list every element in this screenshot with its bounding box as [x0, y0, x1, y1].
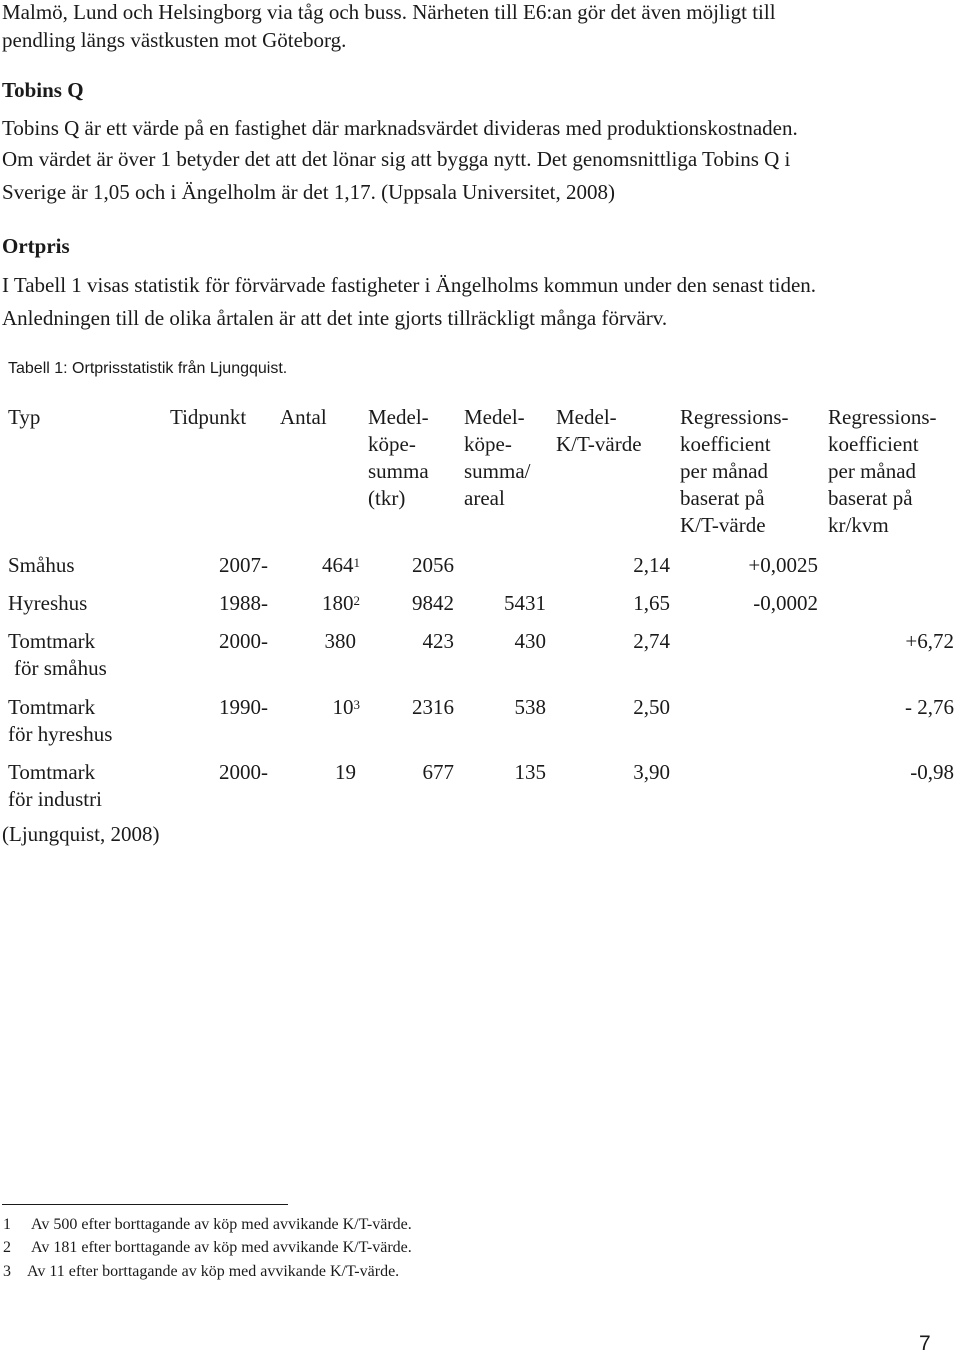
- cell-regr-kt: +0,0025: [748, 553, 818, 577]
- cell-medel-kopesumma: 2316: [412, 695, 454, 719]
- footnote-ref: 1: [353, 555, 360, 570]
- footnote-number: 1: [3, 1216, 11, 1233]
- cell-medel-kopesumma-areal: 538: [514, 695, 546, 719]
- header-medel-kopesumma: Medel- köpe- summa (tkr): [368, 405, 429, 510]
- cell-typ: Småhus: [8, 553, 75, 577]
- footnote-ref: 2: [353, 593, 360, 608]
- cell-medel-kt: 3,90: [633, 760, 670, 784]
- header-medel-kt: Medel- K/T-värde: [556, 405, 642, 456]
- cell-regr-kvm: +6,72: [905, 629, 954, 653]
- cell-typ: Tomtmark: [8, 629, 96, 653]
- cell-antal: 380: [324, 629, 356, 653]
- cell-regr-kvm: -0,98: [910, 760, 954, 784]
- cell-medel-kopesumma: 677: [422, 760, 454, 784]
- cell-typ-sub: för hyreshus: [8, 722, 113, 746]
- intro-line-2: pendling längs västkusten mot Göteborg.: [2, 28, 347, 52]
- cell-antal: $464^1$: [322, 553, 360, 577]
- tobins-line-2: Om värdet är över 1 betyder det att det lönar sig att bygga nytt. Det genomsnittliga Tobins Q i: [2, 147, 791, 171]
- cell-medel-kopesumma-areal: 5431: [504, 591, 546, 615]
- cell-typ: Hyreshus: [8, 591, 88, 615]
- cell-medel-kt: 2,74: [633, 629, 670, 653]
- cell-medel-kopesumma: 2056: [412, 553, 454, 577]
- cell-antal: 19: [335, 760, 356, 784]
- cell-antal: $10^3$: [332, 695, 360, 719]
- header-regr-kvm: Regressions- koefficient per månad baserat på kr/kvm: [828, 405, 937, 537]
- header-typ: Typ: [8, 405, 41, 429]
- cell-typ-sub: för småhus: [14, 656, 107, 680]
- cell-typ-sub: för industri: [8, 787, 102, 811]
- cell-antal: $180^2$: [322, 591, 360, 615]
- header-regr-kt: Regressions- koefficient per månad baserat på K/T-värde: [680, 405, 789, 537]
- cell-medel-kopesumma-areal: 135: [514, 760, 546, 784]
- cell-tidpunkt: 1988-: [219, 591, 268, 615]
- cell-medel-kt: 1,65: [633, 591, 670, 615]
- cell-typ: Tomtmark: [8, 760, 96, 784]
- tobins-line-1: Tobins Q är ett värde på en fastighet där marknadsvärdet divideras med produktionskostnaden.: [2, 116, 798, 140]
- ortpris-line-1: I Tabell 1 visas statistik för förvärvade fastigheter i Ängelholms kommun under den senast tiden.: [2, 273, 817, 297]
- table-source: (Ljungquist, 2008): [2, 822, 160, 846]
- cell-tidpunkt: 2000-: [219, 760, 268, 784]
- table-caption: Tabell 1: Ortprisstatistik från Ljungquist.: [8, 360, 288, 377]
- page-number: 7: [919, 1332, 931, 1355]
- cell-medel-kopesumma: 423: [422, 629, 454, 653]
- footnote-ref: 3: [353, 697, 360, 712]
- ortpris-line-2: Anledningen till de olika årtalen är att det inte gjorts tillräckligt många förvärv.: [2, 306, 668, 330]
- footnote-text: Av 11 efter borttagande av köp med avvikande K/T-värde.: [27, 1263, 400, 1280]
- footnote-text: Av 500 efter borttagande av köp med avvikande K/T-värde.: [31, 1216, 412, 1233]
- cell-medel-kt: 2,50: [633, 695, 670, 719]
- cell-medel-kt: 2,14: [633, 553, 670, 577]
- footnote-text: Av 181 efter borttagande av köp med avvikande K/T-värde.: [31, 1239, 412, 1256]
- header-medel-kopesumma-areal: Medel- köpe- summa/ areal: [464, 405, 531, 510]
- cell-regr-kt: -0,0002: [753, 591, 818, 615]
- cell-regr-kvm: - 2,76: [905, 695, 954, 719]
- ortpris-heading: Ortpris: [2, 234, 70, 258]
- tobins-heading: Tobins Q: [2, 78, 84, 102]
- header-antal: Antal: [280, 405, 327, 429]
- cell-typ: Tomtmark: [8, 695, 96, 719]
- footnote-number: 3: [3, 1263, 11, 1280]
- cell-tidpunkt: 2007-: [219, 553, 268, 577]
- cell-medel-kopesumma: 9842: [412, 591, 454, 615]
- cell-medel-kopesumma-areal: 430: [514, 629, 546, 653]
- intro-line-1: Malmö, Lund och Helsingborg via tåg och buss. Närheten till E6:an gör det även möjligt till: [2, 0, 776, 24]
- cell-tidpunkt: 2000-: [219, 629, 268, 653]
- header-tidpunkt: Tidpunkt: [170, 405, 247, 429]
- tobins-line-3: Sverige är 1,05 och i Ängelholm är det 1,17. (Uppsala Universitet, 2008): [2, 180, 615, 204]
- cell-tidpunkt: 1990-: [219, 695, 268, 719]
- footnote-number: 2: [3, 1239, 11, 1256]
- footnote-separator: [2, 1204, 288, 1205]
